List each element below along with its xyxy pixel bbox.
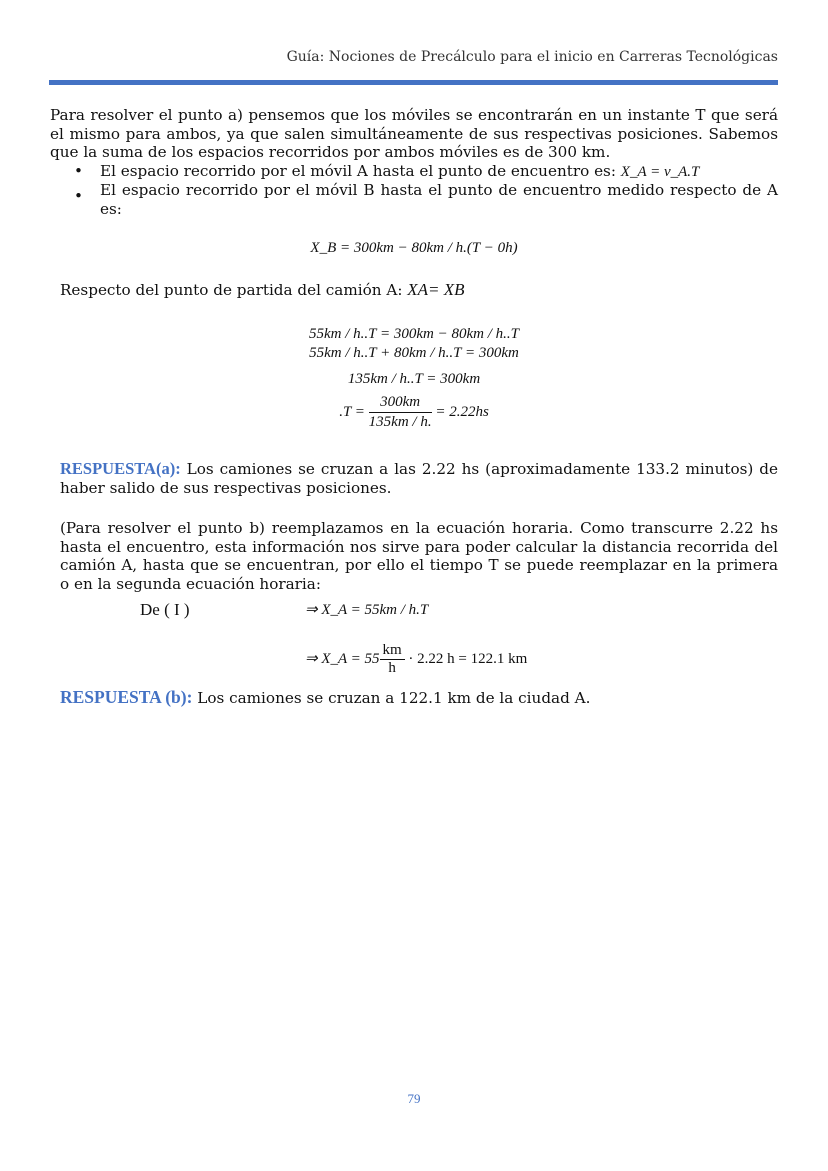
de-i-label: De ( I ) — [140, 600, 190, 619]
equation-de-i: ⇒ X_A = 55km / h.T — [305, 602, 429, 618]
denominator: h — [388, 660, 396, 676]
respuesta-a — [60, 460, 778, 497]
fraction — [380, 642, 405, 677]
eq-rhs: · 2.22 h = 122.1 km — [408, 650, 528, 667]
bullet-item — [50, 181, 778, 218]
bullet-list — [50, 162, 778, 219]
answer-label: RESPUESTA (b): — [60, 687, 193, 707]
respuesta-b — [60, 688, 788, 708]
bullet-text: El espacio recorrido por el móvil A hasta el punto de encuentro es: — [100, 161, 616, 180]
bullet-item — [50, 162, 778, 182]
formula: X_A = v_A.T — [620, 163, 700, 180]
header-rule — [49, 80, 778, 85]
equation-line: 55km / h..T + 80km / h..T = 300km — [309, 345, 519, 361]
bullet-icon: • — [74, 161, 83, 180]
equation-line: 55km / h..T = 300km − 80km / h..T — [309, 326, 519, 342]
running-header: Guía: Nociones de Precálculo para el inicio en Carreras Tecnológicas — [286, 49, 778, 65]
equation-block — [0, 325, 828, 432]
equation-t — [0, 393, 828, 432]
respecto-line — [60, 281, 788, 300]
equation-xb: X_B = 300km − 80km / h.(T − 0h) — [310, 240, 518, 256]
fraction — [369, 393, 432, 432]
answer-text: Los camiones se cruzan a las 2.22 hs (aproximadamente 133.2 minutos) de haber salido de sus respectivas posiciones. — [60, 460, 778, 497]
answer-label: RESPUESTA(a): — [60, 459, 181, 478]
equation-final — [305, 642, 527, 677]
formula: XA= XB — [407, 280, 465, 299]
intro-text: Para resolver el punto a) pensemos que los móviles se encontrarán en un instante T que será el mismo para ambos, ya que salen simultáneamente de sus respectivas posiciones. Sabemos que la suma de los espacios recorridos por ambos móviles es de 300 km. — [50, 106, 778, 161]
answer-text: Los camiones se cruzan a 122.1 km de la ciudad A. — [192, 689, 591, 707]
eq-rhs: = 2.22hs — [435, 403, 489, 420]
intro-paragraph — [50, 106, 778, 218]
respecto-text: Respecto del punto de partida del camión A: — [60, 281, 403, 299]
denominator: 135km / h. — [368, 414, 432, 430]
bullet-icon: • — [74, 187, 83, 205]
numerator: km — [380, 642, 405, 660]
eq-lhs: ⇒ X_A = 55 — [305, 650, 380, 667]
numerator: 300km — [369, 393, 432, 413]
bullet-text: El espacio recorrido por el móvil B hasta el punto de encuentro medido respecto de A es: — [100, 181, 778, 218]
equation-line: 135km / h..T = 300km — [347, 371, 481, 387]
eq-lhs: .T = — [339, 403, 365, 420]
page-number: 79 — [407, 1091, 421, 1106]
paragraph-b: (Para resolver el punto b) reemplazamos en la ecuación horaria. Como transcurre 2.22 hs hasta el encuentro, esta información nos sirve para poder calcular la distancia recorrida del camión A, hasta que se encuentran, por ello el tiempo T se puede reemplazar en la primera o en la segunda ecuación horaria: — [60, 519, 778, 593]
